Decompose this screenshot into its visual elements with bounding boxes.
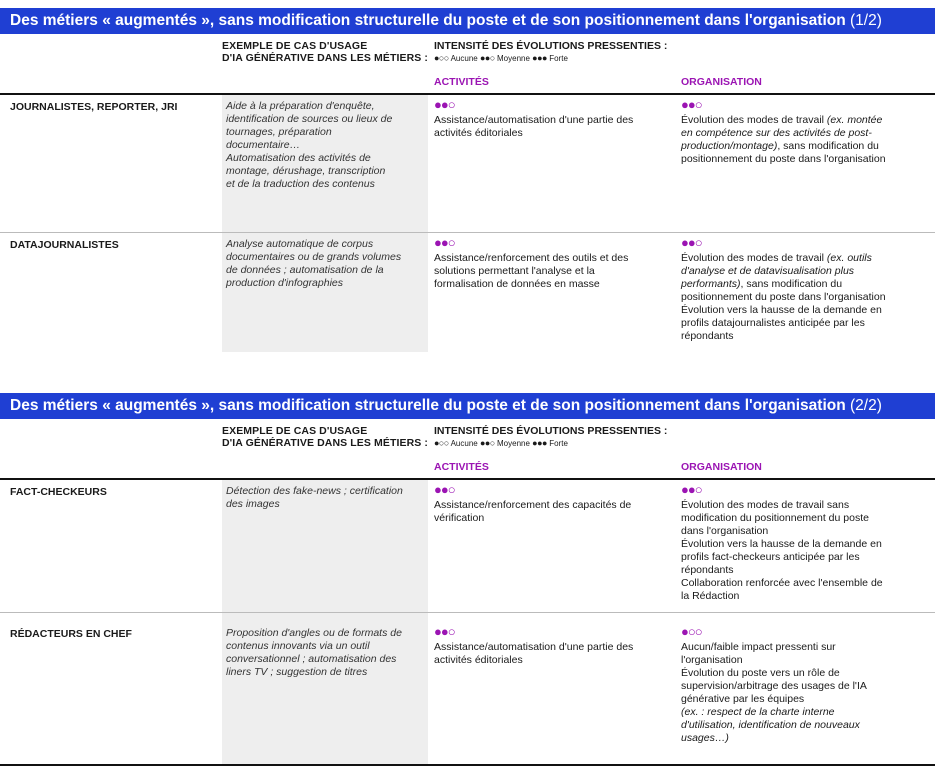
column-header-organisation: ORGANISATION — [681, 461, 762, 473]
legend-label-none: Aucune — [450, 54, 478, 63]
activity-description: Assistance/renforcement des capacités de vérification — [434, 499, 632, 524]
legend-dots-medium: ●●○ — [479, 53, 495, 63]
legend-dots-strong: ●●● — [532, 438, 547, 448]
intensity-legend — [434, 53, 568, 64]
panel-title-banner — [0, 393, 935, 419]
panel-2 — [0, 393, 935, 772]
activity-description: Assistance/automatisation d'une partie des activités éditoriales — [434, 641, 634, 666]
panel-title-banner — [0, 8, 935, 34]
usage-case: Analyse automatique de corpus documentaires ou de grands volumes de données ; automatisation de la production d'infographies — [226, 238, 402, 289]
organisation-description: Aucun/faible impact pressenti sur l'organisation Évolution du poste vers un rôle de supervision/arbitrage des usages de l'IA générative par les équipes (ex. : respect de la charte interne d'utilisation, identification de nouveaux usages…) — [681, 641, 867, 744]
legend-dots-medium: ●●○ — [479, 438, 495, 448]
organisation-intensity-dots: ●○○ — [681, 624, 702, 639]
row-divider — [0, 232, 935, 233]
activity-intensity-dots: ●●○ — [434, 235, 455, 250]
organisation-intensity-dots: ●●○ — [681, 482, 702, 497]
header-usage — [222, 40, 428, 64]
header-usage-line1: EXEMPLE DE CAS D'USAGE — [222, 425, 368, 437]
legend-dots-none: ●○○ — [434, 53, 449, 63]
header-usage-line2: D'IA GÉNÉRATIVE DANS LES MÉTIERS : — [222, 437, 428, 449]
activity-description: Assistance/renforcement des outils et des solutions permettant l'analyse et la formalisation de données en masse — [434, 252, 629, 290]
usage-column-background — [222, 479, 428, 764]
legend-dots-strong: ●●● — [532, 53, 547, 63]
legend-dots-none: ●○○ — [434, 438, 449, 448]
job-title: FACT-CHECKEURS — [10, 486, 107, 498]
legend-label-medium: Moyenne — [497, 439, 530, 448]
header-usage — [222, 425, 428, 449]
job-title: JOURNALISTES, REPORTER, JRI — [10, 101, 178, 113]
panel-page-number: (1/2) — [850, 12, 882, 29]
bottom-divider — [0, 764, 935, 766]
organisation-intensity-dots: ●●○ — [681, 97, 702, 112]
activity-intensity-dots: ●●○ — [434, 97, 455, 112]
activity-intensity-dots: ●●○ — [434, 624, 455, 639]
legend-label-none: Aucune — [450, 439, 478, 448]
organisation-description: Évolution des modes de travail sans modification du positionnement du poste dans l'organisation Évolution vers la hausse de la demande en profils fact-checkeurs anticipée par les répondants Collaboration renforcée avec l'ensemble de la Rédaction — [681, 499, 883, 602]
legend-label-strong: Forte — [549, 439, 568, 448]
organisation-intensity-dots: ●●○ — [681, 235, 702, 250]
intensity-legend — [434, 438, 568, 449]
usage-case: Détection des fake-news ; certification des images — [226, 485, 403, 510]
legend-label-medium: Moyenne — [497, 54, 530, 63]
panel-title: Des métiers « augmentés », sans modification structurelle du poste et de son positionnement dans l'organisation — [10, 12, 846, 29]
column-header-activities: ACTIVITÉS — [434, 76, 489, 88]
job-title: DATAJOURNALISTES — [10, 239, 119, 251]
header-intensity: INTENSITÉ DES ÉVOLUTIONS PRESSENTIES : — [434, 425, 668, 437]
header-divider — [0, 93, 935, 95]
row-divider — [0, 612, 935, 613]
column-header-activities: ACTIVITÉS — [434, 461, 489, 473]
legend-label-strong: Forte — [549, 54, 568, 63]
organisation-description: Évolution des modes de travail (ex. montée en compétence sur des activités de post- production/montage), sans modification du positionnement du poste dans l'organisation — [681, 114, 886, 165]
panel-page-number: (2/2) — [850, 397, 882, 414]
header-intensity: INTENSITÉ DES ÉVOLUTIONS PRESSENTIES : — [434, 40, 668, 52]
panel-title: Des métiers « augmentés », sans modification structurelle du poste et de son positionnement dans l'organisation — [10, 397, 846, 414]
column-header-organisation: ORGANISATION — [681, 76, 762, 88]
usage-case: Aide à la préparation d'enquête, identification de sources ou lieux de tournages, préparation documentaire… Automatisation des activités de montage, dérushage, transcription et de la traduction des contenus — [226, 100, 393, 190]
activity-intensity-dots: ●●○ — [434, 482, 455, 497]
header-usage-line2: D'IA GÉNÉRATIVE DANS LES MÉTIERS : — [222, 52, 428, 64]
activity-description: Assistance/automatisation d'une partie des activités éditoriales — [434, 114, 634, 139]
panel-1 — [0, 8, 935, 360]
job-title: RÉDACTEURS EN CHEF — [10, 628, 132, 640]
organisation-description: Évolution des modes de travail (ex. outils d'analyse et de datavisualisation plus performants), sans modification du positionnement du poste dans l'organisation Évolution vers la hausse de la demande en profils datajournalistes anticipée par les répondants — [681, 252, 886, 342]
header-divider — [0, 478, 935, 480]
header-usage-line1: EXEMPLE DE CAS D'USAGE — [222, 40, 368, 52]
usage-case: Proposition d'angles ou de formats de contenus innovants via un outil conversationnel ; automatisation des liners TV ; suggestion de titres — [226, 627, 402, 678]
